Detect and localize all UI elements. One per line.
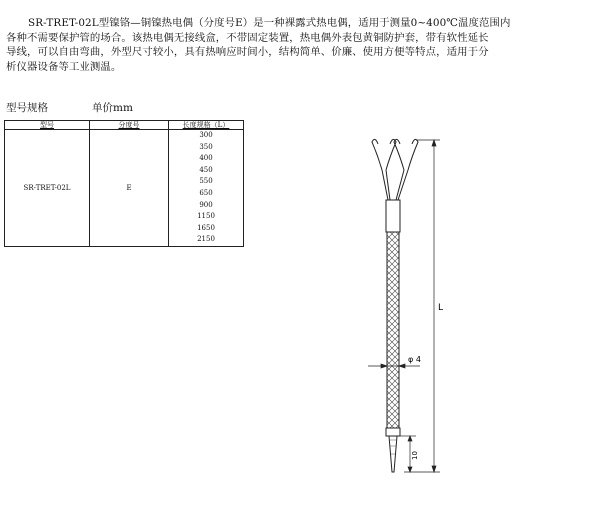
length-item: 900 [199,200,213,209]
intro-text [6,16,594,74]
spec-heading [6,100,133,115]
tip-label: 10 [411,451,419,460]
intro-line-2: 各种不需要保护管的场合。该热电偶无接线盒，不带固定装置，热电偶外表包黄铜防护套，带有软性延长 [6,31,489,44]
header-length: 长度规格（L） [169,121,244,130]
header-model: 型号 [5,121,90,130]
spec-table-header-row [5,121,244,130]
length-item: 1650 [197,223,215,232]
braided-sheath [387,232,399,432]
lead-forks [372,139,418,200]
length-dimension [404,140,440,472]
cell-model: SR-TRET-02L [5,130,90,247]
length-label: L [438,303,444,313]
table-row [5,130,244,247]
sleeve [386,200,400,232]
length-item: 1150 [197,212,215,221]
intro-line-3: 导线，可以自由弯曲，外型尺寸较小，具有热响应时间小，结构简单、价廉、使用方便等特点，适用于分 [6,46,489,59]
length-item: 550 [199,177,213,186]
cell-graduation: E [90,130,169,247]
intro-line-4: 析仪器设备等工业测温。 [6,60,122,73]
thermocouple-drawing [320,120,520,500]
length-item: 400 [199,154,213,163]
length-item: 2150 [197,235,215,244]
length-item: 300 [199,131,213,139]
length-item: 650 [199,188,213,197]
spec-unit-label: 单价mm [92,102,133,114]
spec-heading-label: 型号规格 [6,102,48,114]
transition-ring [386,428,400,436]
diameter-label: φ 4 [408,355,421,364]
header-graduation: 分度号 [90,121,169,130]
spec-table [4,120,244,247]
cell-lengths [169,130,244,247]
length-item: 450 [199,165,213,174]
length-item: 350 [199,142,213,151]
intro-line-1: SR-TRET-02L型镍铬—铜镍热电偶（分度号E）是一种裸露式热电偶，适用于测量0~400℃温度范围内 [28,17,511,29]
